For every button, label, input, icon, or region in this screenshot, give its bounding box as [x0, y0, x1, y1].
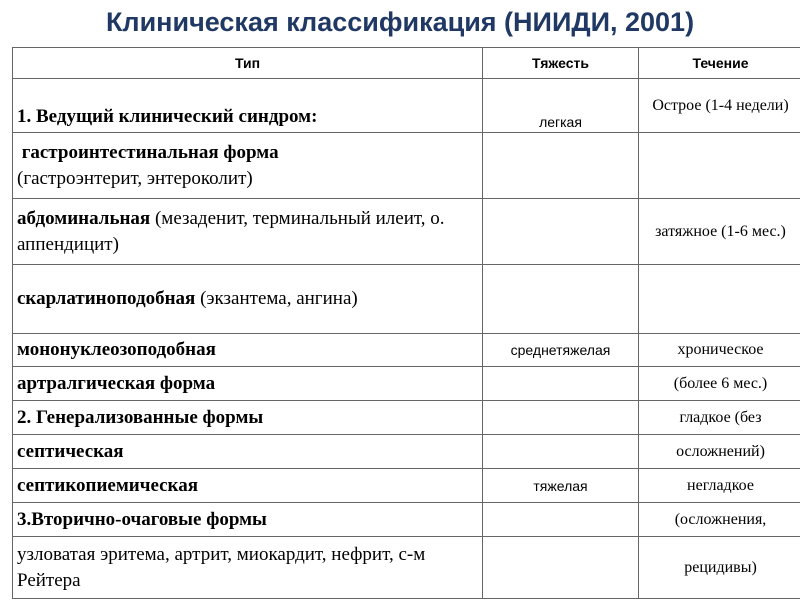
cell-severity: [483, 367, 639, 401]
cell-severity: [483, 401, 639, 435]
table-row: [13, 265, 800, 334]
table-row: [13, 79, 800, 133]
cell-course: [639, 265, 800, 334]
table-row: [13, 537, 800, 599]
cell-severity: тяжелая: [483, 469, 639, 503]
type-rest: (мезаденит, терминальный илеит, о. аппендицит): [17, 207, 445, 255]
cell-type: [13, 401, 483, 435]
type-bold: септическая: [17, 440, 124, 462]
type-bold: артралгическая форма: [17, 372, 216, 394]
page-title: Клиническая классификация (НИИДИ, 2001): [105, 7, 695, 37]
cell-course: рецидивы): [639, 537, 800, 599]
cell-type: [13, 79, 483, 133]
cell-type: [13, 265, 483, 334]
type-rest: (гастроэнтерит, энтероколит): [17, 167, 253, 189]
type-bold: скарлатиноподобная: [17, 288, 196, 309]
cell-severity: [483, 265, 639, 334]
cell-type: [13, 537, 483, 599]
type-bold: 1. Ведущий клинический синдром:: [17, 106, 318, 127]
cell-type: [13, 435, 483, 469]
classification-table: [12, 47, 800, 599]
type-bold: септикопиемическая: [17, 474, 198, 496]
table-row: [13, 367, 800, 401]
table-row: [13, 401, 800, 435]
header-severity: Тяжесть: [483, 48, 639, 79]
cell-course: Острое (1-4 недели): [639, 79, 800, 133]
type-bold: мононуклеозоподобная: [17, 339, 216, 360]
type-bold: 2. Генерализованные формы: [17, 406, 264, 428]
cell-course: (более 6 мес.): [639, 367, 800, 401]
cell-severity: среднетяжелая: [483, 334, 639, 367]
type-rest: узловатая эритема, артрит, миокардит, нефрит, с-м Рейтера: [17, 543, 426, 591]
cell-severity: [483, 199, 639, 265]
cell-course: хроническое: [639, 334, 800, 367]
cell-course: [639, 133, 800, 199]
cell-severity: [483, 435, 639, 469]
type-rest: (экзантема, ангина): [200, 288, 358, 309]
type-bold: абдоминальная: [17, 207, 151, 229]
table-row: [13, 435, 800, 469]
type-bold: гастроинтестинальная форма: [21, 141, 279, 163]
cell-type: [13, 133, 483, 199]
table-row: [13, 199, 800, 265]
cell-course: гладкое (без: [639, 401, 800, 435]
cell-course: осложнений): [639, 435, 800, 469]
header-type: Тип: [13, 48, 483, 79]
table-row: [13, 503, 800, 537]
cell-type: [13, 503, 483, 537]
type-bold: 3.Вторично-очаговые формы: [17, 508, 267, 530]
table-row: [13, 334, 800, 367]
table-header-row: [13, 48, 800, 79]
cell-course: негладкое: [639, 469, 800, 503]
cell-course: затяжное (1-6 мес.): [639, 199, 800, 265]
cell-severity: легкая: [483, 79, 639, 133]
cell-severity: [483, 503, 639, 537]
cell-type: [13, 469, 483, 503]
cell-severity: [483, 537, 639, 599]
cell-severity: [483, 133, 639, 199]
table-row: [13, 469, 800, 503]
header-course: Течение: [639, 48, 800, 79]
cell-type: [13, 334, 483, 367]
cell-type: [13, 367, 483, 401]
table-row: [13, 133, 800, 199]
cell-course: (осложнения,: [639, 503, 800, 537]
cell-type: [13, 199, 483, 265]
